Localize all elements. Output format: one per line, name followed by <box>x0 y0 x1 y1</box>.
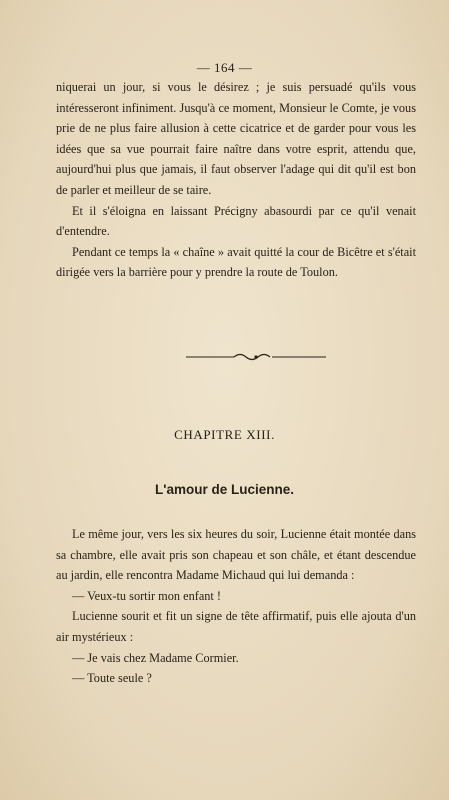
page-number: — 164 — <box>196 60 253 75</box>
paragraph: — Toute seule ? <box>72 671 152 686</box>
paragraph: — Je vais chez Madame Cormier. <box>72 650 239 665</box>
text-block-chapter-start <box>56 524 416 689</box>
text-block-previous-chapter <box>56 77 416 283</box>
chapter-title: L'amour de Lucienne. <box>155 482 294 497</box>
paragraph: Le même jour, vers les six heures du soir, Lucienne était montée dans sa chambre, elle avait pris son chapeau et son châle, et étant descendue au jardin, elle rencontra Madame Michaud qui lui demanda : <box>56 527 416 583</box>
chapter-heading: CHAPITRE XIII. <box>174 427 275 442</box>
paragraph: niquerai un jour, si vous le désirez ; je suis persuadé qu'ils vous intéresseront infiniment. Jusqu'à ce moment, Monsieur le Comte, je vous prie de ne plus faire allusion à cette cicatrice et de garder pour vous les idées que sa vue pourrait faire naître dans votre esprit, attendu que, aujourd'hui plus que jamais, il faut observer l'adage qui dit qu'il est bon de parler et meilleur de se taire. <box>56 80 416 197</box>
paragraph: Et il s'éloigna en laissant Précigny abasourdi par ce qu'il venait d'entendre. <box>56 203 416 239</box>
paragraph: Pendant ce temps la « chaîne » avait quitté la cour de Bicêtre et s'était dirigée vers la barrière pour y prendre la route de Toulon. <box>56 244 416 280</box>
paragraph: Lucienne sourit et fit un signe de tête affirmatif, puis elle ajouta d'un air mystérieux : <box>56 609 416 644</box>
paragraph: — Veux-tu sortir mon enfant ! <box>72 588 222 603</box>
ornament-divider <box>186 351 326 363</box>
